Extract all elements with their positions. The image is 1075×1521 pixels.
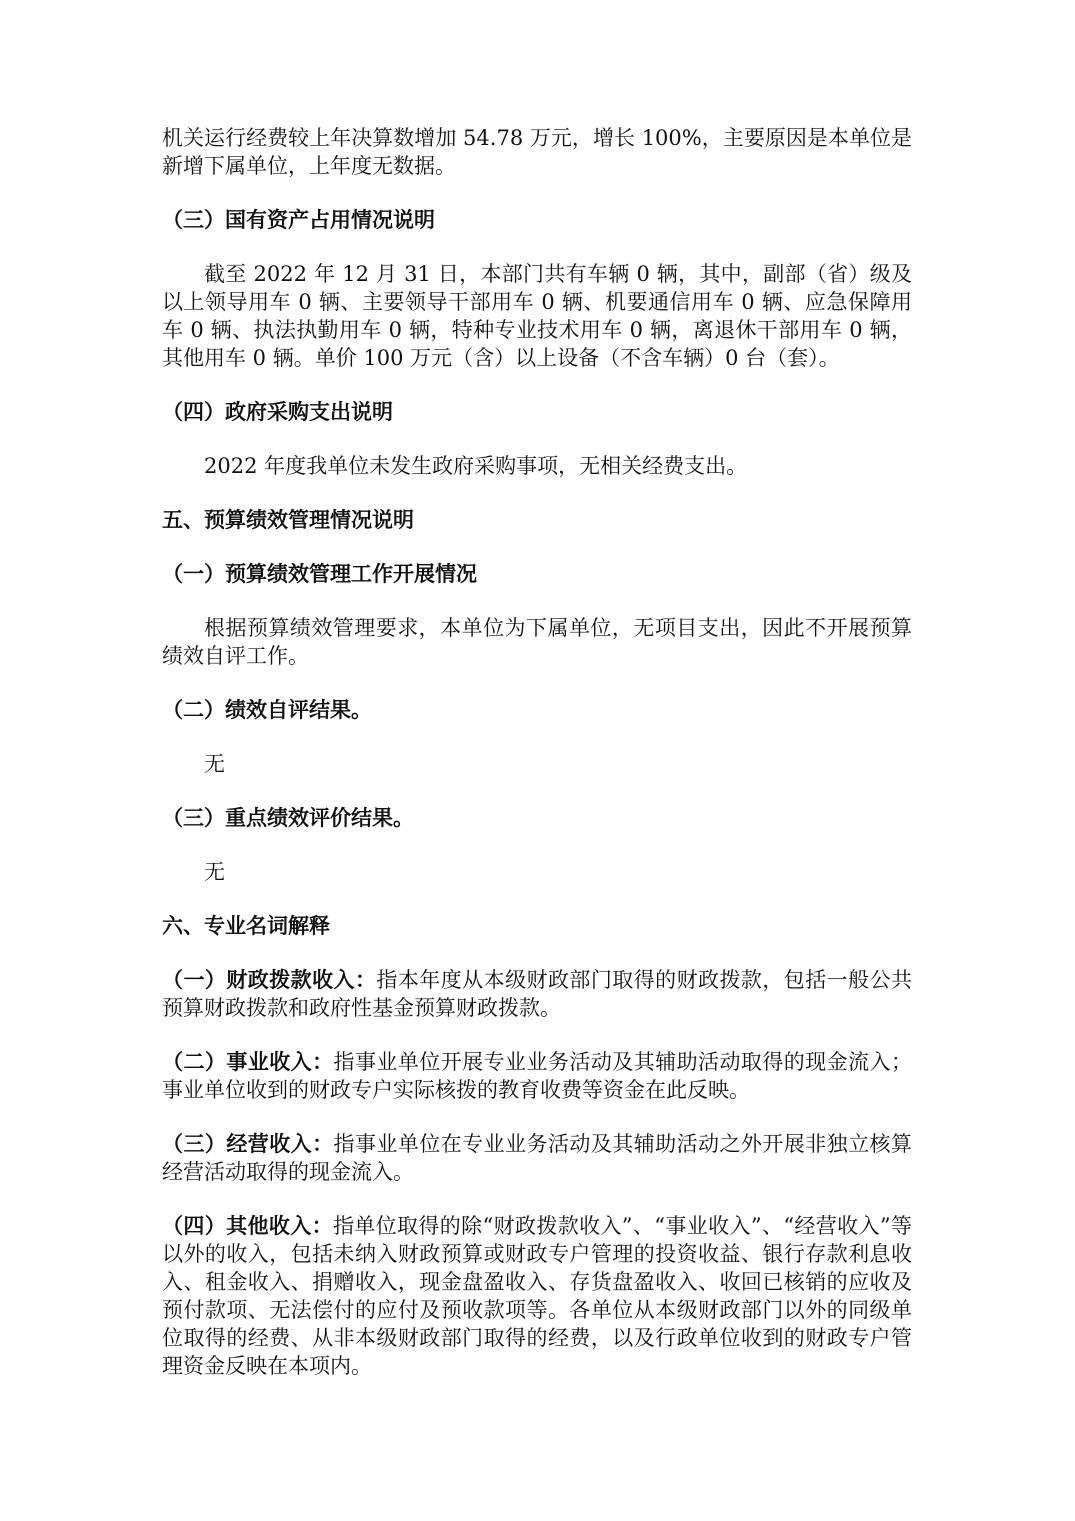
heading-performance-work: （一）预算绩效管理工作开展情况: [162, 561, 477, 586]
paragraph-operating-expenses: 机关运行经费较上年决算数增加 54.78 万元，增长 100%，主要原因是本单位是新增下属单位，上年度无数据。: [162, 126, 912, 178]
heading-section-five: 五、预算绩效管理情况说明: [162, 507, 414, 532]
document-page: [162, 124, 912, 1406]
term-definition: 指事业单位在专业业务活动及其辅助活动之外开展非独立核算经营活动取得的现金流入。: [162, 1132, 912, 1184]
term-label: （二）事业收入：: [162, 1049, 334, 1074]
heading-self-evaluation: （二）绩效自评结果。: [162, 697, 372, 722]
heading-section-six: 六、专业名词解释: [162, 913, 330, 938]
term-definition: 指单位取得的除“财政拨款收入”、“事业收入”、“经营收入”等以外的收入，包括未纳入财政预算或财政专户管理的投资收益、银行存款利息收入、租金收入、捐赠收入，现金盘盈收入、存货盘盈收入、收回已核销的应收及预付款项、无法偿付的应付及预收款项等。各单位从本级财政部门以外的同级单位取得的经费、从非本级财政部门取得的经费，以及行政单位收到的财政专户管理资金反映在本项内。: [162, 1214, 912, 1378]
paragraph-key-evaluation: 无: [204, 860, 225, 884]
paragraph-state-assets: 截至 2022 年 12 月 31 日，本部门共有车辆 0 辆，其中，副部（省）级及以上领导用车 0 辆、主要领导干部用车 0 辆、机要通信用车 0 辆、应急保障用车 0 辆、执法执勤用车 0 辆，特种专业技术用车 0 辆，离退休干部用车 0 辆，其他用车 0 辆。单价 100 万元（含）以上设备（不含车辆）0 台（套）。: [162, 262, 912, 370]
term-other-income: [162, 1212, 912, 1380]
term-label: （四）其他收入：: [162, 1213, 333, 1238]
term-business-income: [162, 1048, 912, 1104]
paragraph-self-evaluation: 无: [204, 752, 225, 776]
term-definition: 指本年度从本级财政部门取得的财政拨款，包括一般公共预算财政拨款和政府性基金预算财政拨款。: [162, 968, 913, 1020]
term-label: （三）经营收入：: [162, 1131, 334, 1156]
term-definition: 指事业单位开展专业业务活动及其辅助活动取得的现金流入；事业单位收到的财政专户实际核拨的教育收费等资金在此反映。: [162, 1050, 912, 1102]
heading-key-evaluation: （三）重点绩效评价结果。: [162, 805, 414, 830]
paragraph-government-procurement: 2022 年度我单位未发生政府采购事项，无相关经费支出。: [204, 454, 748, 478]
term-label: （一）财政拨款收入：: [162, 967, 377, 992]
heading-government-procurement: （四）政府采购支出说明: [162, 399, 393, 424]
paragraph-performance-work: 根据预算绩效管理要求，本单位为下属单位，无项目支出，因此不开展预算绩效自评工作。: [162, 616, 912, 668]
term-fiscal-appropriation: [162, 966, 912, 1022]
term-operating-income: [162, 1130, 912, 1186]
heading-state-assets: （三）国有资产占用情况说明: [162, 207, 435, 232]
